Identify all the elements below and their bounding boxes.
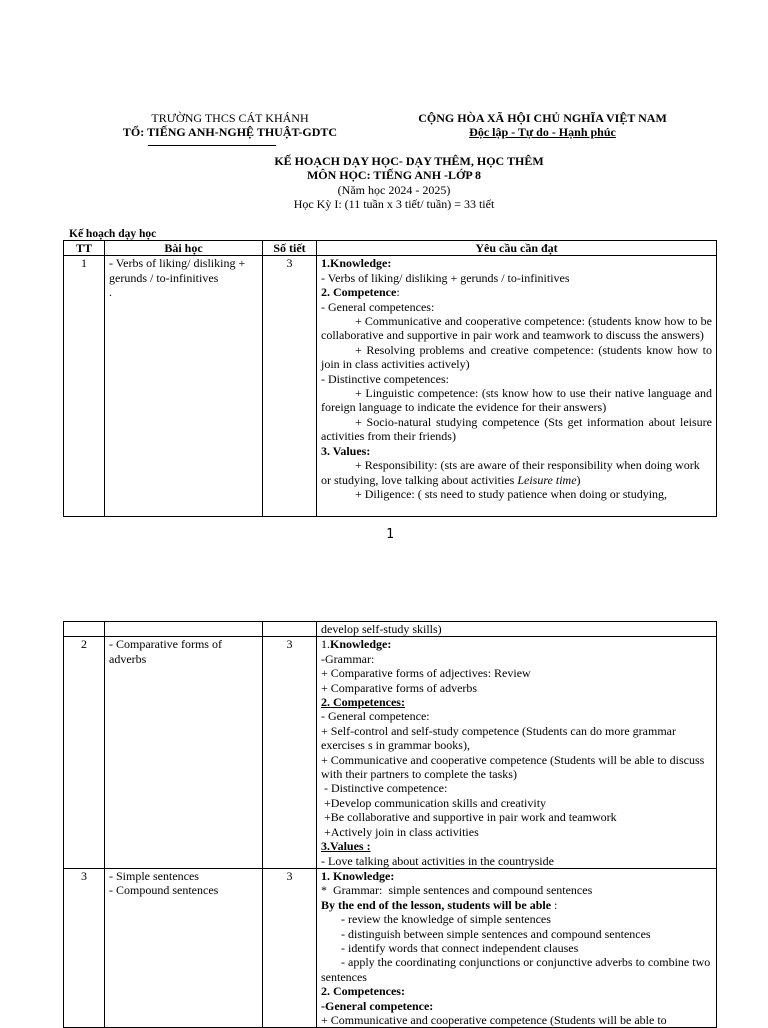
school-header: [90, 111, 370, 140]
row-number: 3: [64, 868, 105, 1027]
req-line: [321, 898, 712, 912]
req-line: + Communicative and cooperative competence (Students will be able to discuss with their partners to complete the tasks): [321, 752, 705, 782]
lesson-cell: [105, 256, 263, 517]
header-lesson: Bài học: [105, 241, 263, 256]
req-heading: 2. Competences:: [321, 695, 405, 710]
req-text: + Communicative and cooperative competence: (students know how to be collaborative and supportive in pair work and teamwork to discuss the answers): [321, 314, 712, 343]
periods-cell: 3: [263, 256, 317, 517]
req-text: :: [396, 285, 400, 300]
req-line: - Verbs of liking/ disliking + gerunds / to-infinitives: [321, 270, 570, 285]
lesson-text: - Compound sentences: [109, 883, 219, 898]
school-name: TRƯỜNG THCS CÁT KHÁNH: [151, 111, 309, 125]
department-name: TỔ: TIẾNG ANH-NGHỆ THUẬT-GDTC: [122, 125, 338, 140]
teaching-plan-table-continued: [63, 621, 717, 1028]
lesson-text: - Simple sentences: [109, 868, 199, 883]
table-header-row: [64, 241, 717, 256]
periods-cell: 3: [263, 868, 317, 1027]
table-row: [64, 868, 717, 1027]
req-text: :: [551, 897, 558, 912]
req-line: - General competences:: [321, 299, 435, 314]
req-line: [321, 637, 712, 651]
requirements-cell: [317, 868, 717, 1027]
req-heading: 3.Values :: [321, 839, 371, 854]
req-line: - identify words that connect independent clauses: [341, 940, 579, 955]
req-line: + Comparative forms of adjectives: Review: [321, 666, 531, 681]
header-periods: Số tiết: [263, 241, 317, 256]
periods-cell: 3: [263, 637, 317, 869]
req-text: + Responsibility: (sts are aware of their responsibility when doing work or studying, love talking about activities: [321, 458, 700, 487]
table-row: [64, 637, 717, 869]
req-line: -Grammar:: [321, 651, 375, 666]
req-heading: 1.Knowledge:: [321, 256, 392, 271]
req-line: [321, 386, 712, 415]
lesson-text: - Comparative forms of adverbs: [109, 637, 222, 666]
req-line: [321, 458, 712, 487]
req-heading: 2. Competence: [321, 285, 397, 300]
req-line: [321, 314, 712, 343]
lesson-text: - Verbs of liking/ disliking + gerunds / to-infinitives: [109, 256, 246, 285]
document-title-block: [0, 154, 768, 212]
teaching-plan-table: [63, 240, 717, 517]
req-text: + Diligence: ( sts need to study patience when doing or studying,: [355, 486, 668, 501]
req-line: - General competence:: [321, 709, 430, 724]
req-line: [321, 955, 712, 984]
national-motto: Độc lập - Tự do - Hạnh phúc: [469, 125, 616, 140]
req-line: + Self-control and self-study competence (Students can do more grammar exercises s in grammar books),: [321, 723, 676, 753]
req-heading: 2. Competences:: [321, 984, 405, 999]
req-line: - review the knowledge of simple sentences: [341, 912, 551, 927]
req-line: [321, 343, 712, 372]
row-number: 2: [64, 637, 105, 869]
req-line: +Be collaborative and supportive in pair work and teamwork: [321, 810, 617, 825]
req-line: * Grammar: simple sentences and compound sentences: [321, 883, 593, 898]
empty-cell: [263, 622, 317, 637]
header-underline: [148, 145, 276, 146]
req-heading: By the end of the lesson, students will be able: [321, 897, 552, 912]
req-heading: 1. Knowledge:: [321, 868, 395, 883]
req-heading: 3. Values:: [321, 443, 371, 458]
nation-header: [400, 111, 685, 140]
table-row: [64, 622, 717, 637]
req-text: + Linguistic competence: (sts know how to use their native language and foreign language to indicate the evidence for their answers): [321, 386, 712, 415]
requirements-cell: [317, 637, 717, 869]
semester-info: Học Kỳ I: (11 tuần x 3 tiết/ tuần) = 33 tiết: [293, 197, 495, 212]
header-requirements: Yêu cầu cần đạt: [317, 241, 717, 256]
req-text: - apply the coordinating conjunctions or conjunctive adverbs to combine two sentences: [321, 955, 711, 984]
req-line: + Communicative and cooperative competence (Students will be able to: [321, 1012, 667, 1027]
school-year: (Năm học 2024 - 2025): [337, 182, 451, 197]
req-heading: -General competence:: [321, 998, 434, 1013]
req-text: 1.: [321, 637, 330, 652]
req-line: + Comparative forms of adverbs: [321, 680, 478, 695]
req-line: - Love talking about activities in the countryside: [321, 853, 554, 868]
req-line: - Distinctive competence:: [321, 781, 448, 796]
requirements-continued: develop self-study skills): [317, 622, 717, 637]
page-number: 1: [386, 527, 394, 542]
lesson-text: .: [109, 285, 112, 300]
req-text: ): [576, 472, 581, 487]
req-line: - distinguish between simple sentences and compound sentences: [341, 926, 651, 941]
empty-cell: [105, 622, 263, 637]
req-line: [321, 285, 712, 299]
nation-name: CỘNG HÒA XÃ HỘI CHỦ NGHĨA VIỆT NAM: [418, 111, 667, 125]
subject-title: MÔN HỌC: TIẾNG ANH -LỚP 8: [306, 168, 482, 183]
req-line: [321, 415, 712, 444]
req-line: +Develop communication skills and creativity: [321, 795, 547, 810]
requirements-cell: [317, 256, 717, 517]
req-line: +Actively join in class activities: [321, 824, 479, 839]
req-text: + Resolving problems and creative competence: (students know how to join in class activities actively): [321, 342, 712, 372]
plan-label: Kế hoạch dạy học: [69, 228, 157, 240]
req-heading: Knowledge:: [330, 637, 392, 652]
document-title: KẾ HOẠCH DẠY HỌC- DẠY THÊM, HỌC THÊM: [274, 154, 544, 168]
row-number: 1: [64, 256, 105, 517]
req-text: + Socio-natural studying competence (Sts get information about leisure activities from their friends): [321, 414, 712, 444]
req-italic: Leisure time: [517, 472, 577, 487]
req-line: - Distinctive competences:: [321, 371, 449, 386]
lesson-cell: [105, 637, 263, 869]
header-tt: TT: [64, 241, 105, 256]
lesson-cell: [105, 868, 263, 1027]
table-row: [64, 256, 717, 517]
empty-cell: [64, 622, 105, 637]
req-line: [321, 487, 712, 501]
